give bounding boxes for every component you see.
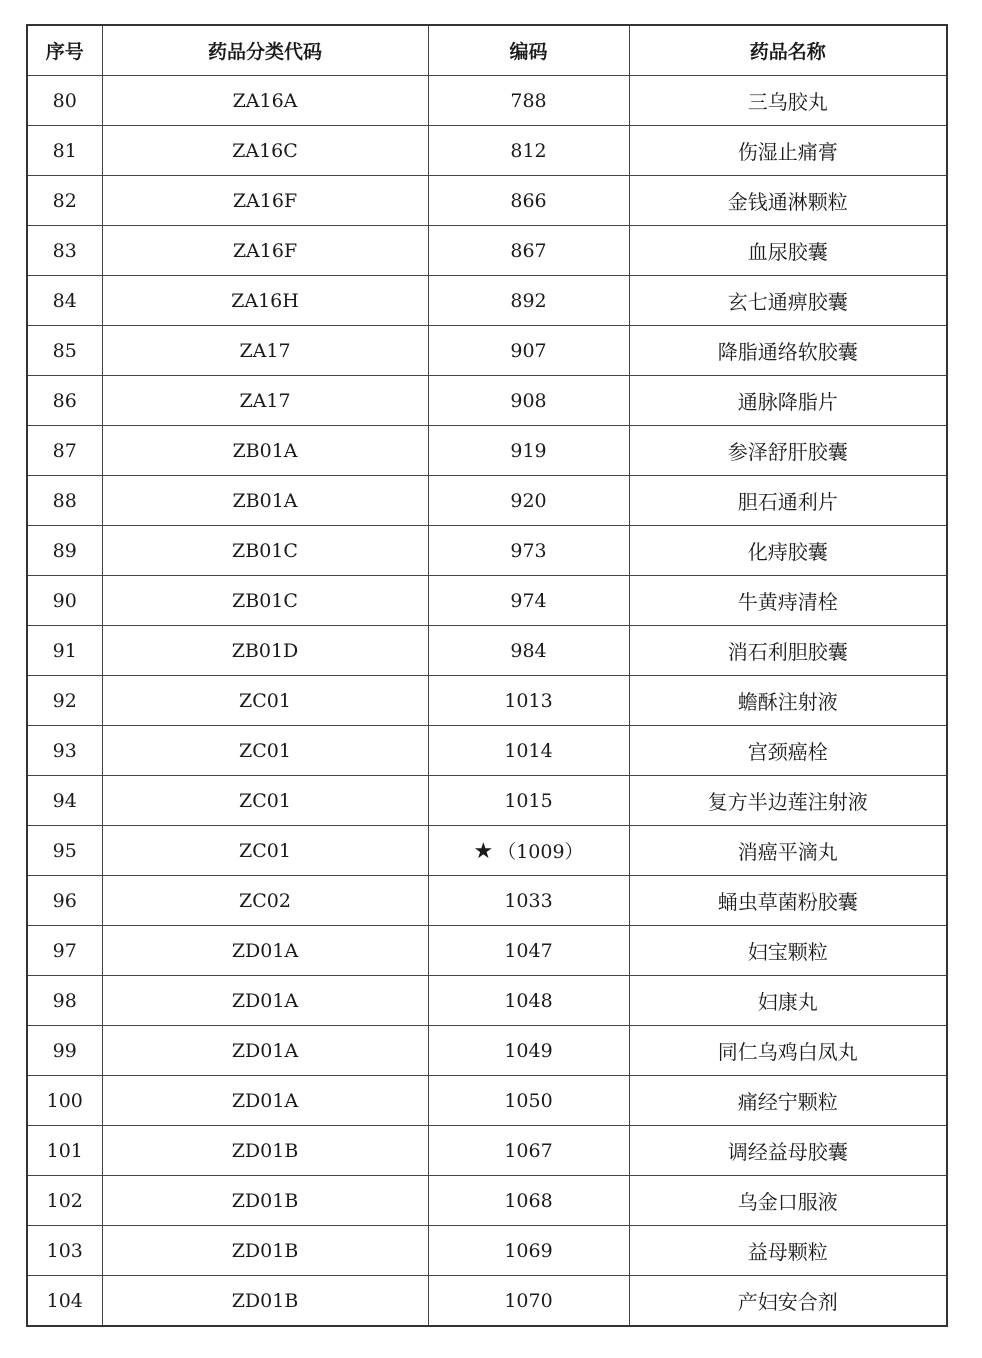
cell-seq — [27, 76, 102, 126]
table-row — [27, 876, 947, 926]
table-row — [27, 1076, 947, 1126]
cell-drug-name-text: 乌金口服液 — [737, 1190, 838, 1214]
cell-drug-name-text: 参泽舒肝胶囊 — [727, 440, 848, 464]
table-row — [27, 776, 947, 826]
cell-code — [428, 276, 629, 326]
cell-class-code-text: ZC01 — [239, 839, 291, 862]
cell-class-code-text: ZA17 — [239, 339, 291, 362]
cell-drug-name — [629, 176, 947, 226]
cell-drug-name-text: 痛经宁颗粒 — [737, 1090, 838, 1114]
cell-drug-name — [629, 526, 947, 576]
cell-class-code-text: ZD01B — [231, 1289, 299, 1312]
cell-code-text: 1070 — [504, 1289, 553, 1312]
cell-seq-text: 95 — [52, 839, 77, 862]
header-seq: 序号 — [27, 25, 102, 76]
cell-code-text: 1033 — [504, 889, 553, 912]
cell-drug-name-text: 妇康丸 — [757, 990, 818, 1014]
cell-class-code-text: ZA16F — [232, 239, 298, 262]
cell-seq-text: 100 — [46, 1089, 83, 1112]
cell-drug-name — [629, 1226, 947, 1276]
cell-code — [428, 326, 629, 376]
cell-seq — [27, 276, 102, 326]
cell-code — [428, 976, 629, 1026]
cell-seq — [27, 626, 102, 676]
cell-drug-name-text: 益母颗粒 — [747, 1240, 828, 1264]
table-row — [27, 326, 947, 376]
cell-drug-name — [629, 826, 947, 876]
cell-drug-name — [629, 276, 947, 326]
cell-class-code-text: ZD01A — [231, 989, 299, 1012]
cell-code — [428, 126, 629, 176]
cell-code-text: 1069 — [504, 1239, 553, 1262]
cell-code — [428, 1076, 629, 1126]
star-icon: ★ — [473, 839, 494, 864]
table-row — [27, 1126, 947, 1176]
cell-drug-name-text: 同仁乌鸡白凤丸 — [717, 1040, 858, 1064]
cell-seq — [27, 1276, 102, 1327]
cell-drug-name-text: 复方半边莲注射液 — [707, 790, 868, 814]
cell-drug-name-text: 胆石通利片 — [737, 490, 838, 514]
cell-drug-name-text: 妇宝颗粒 — [747, 940, 828, 964]
cell-code-text: 1013 — [504, 689, 553, 712]
cell-class-code — [102, 976, 428, 1026]
cell-code-text: 920 — [510, 489, 547, 512]
cell-class-code — [102, 576, 428, 626]
cell-code-text: 908 — [510, 389, 547, 412]
cell-drug-name — [629, 976, 947, 1026]
cell-seq-text: 97 — [52, 939, 77, 962]
cell-code-text: 866 — [510, 189, 547, 212]
header-row — [27, 25, 947, 76]
cell-seq-text: 91 — [52, 639, 77, 662]
cell-seq-text: 104 — [46, 1289, 83, 1312]
cell-drug-name-text: 玄七通痹胶囊 — [727, 290, 848, 314]
cell-class-code-text: ZC02 — [239, 889, 291, 912]
cell-drug-name-text: 降脂通络软胶囊 — [717, 340, 858, 364]
table-row — [27, 1176, 947, 1226]
cell-seq — [27, 1076, 102, 1126]
cell-drug-name-text: 宫颈癌栓 — [747, 740, 828, 764]
cell-drug-name-text: 化痔胶囊 — [747, 540, 828, 564]
cell-seq — [27, 676, 102, 726]
header-drug-name: 药品名称 — [629, 25, 947, 76]
cell-seq — [27, 1226, 102, 1276]
cell-seq — [27, 1126, 102, 1176]
cell-class-code-text: ZA16A — [232, 89, 298, 112]
cell-code — [428, 926, 629, 976]
cell-code — [428, 226, 629, 276]
table-row — [27, 1276, 947, 1327]
cell-class-code — [102, 826, 428, 876]
cell-seq — [27, 1026, 102, 1076]
cell-drug-name — [629, 476, 947, 526]
cell-seq-text: 82 — [52, 189, 77, 212]
cell-code-text: 1067 — [504, 1139, 553, 1162]
cell-code-text: 1015 — [504, 789, 553, 812]
cell-drug-name — [629, 126, 947, 176]
cell-code-text: 1050 — [504, 1089, 553, 1112]
cell-code — [428, 1126, 629, 1176]
header-class-code: 药品分类代码 — [102, 25, 428, 76]
cell-code-text: 892 — [510, 289, 547, 312]
cell-seq — [27, 826, 102, 876]
table-row — [27, 476, 947, 526]
cell-class-code-text: ZC01 — [239, 789, 291, 812]
cell-seq — [27, 976, 102, 1026]
cell-class-code-text: ZD01A — [231, 1089, 299, 1112]
cell-seq — [27, 226, 102, 276]
cell-drug-name-text: 调经益母胶囊 — [727, 1140, 848, 1164]
cell-drug-name — [629, 776, 947, 826]
cell-seq-text: 92 — [52, 689, 77, 712]
cell-drug-name — [629, 326, 947, 376]
cell-class-code — [102, 426, 428, 476]
cell-class-code — [102, 1226, 428, 1276]
cell-drug-name — [629, 76, 947, 126]
table-row — [27, 376, 947, 426]
cell-seq-text: 85 — [52, 339, 77, 362]
cell-seq — [27, 926, 102, 976]
cell-seq-text: 93 — [52, 739, 77, 762]
table-row — [27, 226, 947, 276]
table-row — [27, 1226, 947, 1276]
cell-code-text: 1049 — [504, 1039, 553, 1062]
table-row — [27, 676, 947, 726]
cell-drug-name — [629, 1276, 947, 1327]
cell-seq-text: 86 — [52, 389, 77, 412]
cell-drug-name-text: 通脉降脂片 — [737, 390, 838, 414]
cell-drug-name — [629, 376, 947, 426]
cell-drug-name — [629, 726, 947, 776]
cell-seq-text: 103 — [46, 1239, 83, 1262]
cell-code-text: 812 — [510, 139, 547, 162]
cell-drug-name-text: 蟾酥注射液 — [737, 690, 838, 714]
cell-seq — [27, 176, 102, 226]
cell-drug-name-text: 消石利胆胶囊 — [727, 640, 848, 664]
cell-code-text: 919 — [510, 439, 547, 462]
cell-code — [428, 626, 629, 676]
cell-seq-text: 84 — [52, 289, 77, 312]
cell-code — [428, 426, 629, 476]
cell-class-code — [102, 76, 428, 126]
cell-class-code — [102, 876, 428, 926]
cell-code — [428, 1176, 629, 1226]
table-row — [27, 976, 947, 1026]
cell-code — [428, 676, 629, 726]
header-code: 编码 — [428, 25, 629, 76]
cell-drug-name-text: 血尿胶囊 — [747, 240, 828, 264]
cell-class-code — [102, 1026, 428, 1076]
cell-code-text: 788 — [510, 89, 547, 112]
cell-seq-text: 101 — [46, 1139, 83, 1162]
cell-drug-name — [629, 926, 947, 976]
cell-class-code — [102, 526, 428, 576]
cell-code-text: 1048 — [504, 989, 553, 1012]
cell-class-code — [102, 1126, 428, 1176]
cell-code — [428, 726, 629, 776]
cell-seq-text: 102 — [46, 1189, 83, 1212]
cell-seq-text: 96 — [52, 889, 77, 912]
cell-seq-text: 94 — [52, 789, 77, 812]
cell-drug-name — [629, 226, 947, 276]
cell-drug-name-text: 产妇安合剂 — [737, 1290, 838, 1314]
cell-class-code — [102, 676, 428, 726]
cell-seq — [27, 376, 102, 426]
cell-class-code — [102, 476, 428, 526]
cell-class-code — [102, 1176, 428, 1226]
cell-seq — [27, 876, 102, 926]
cell-class-code-text: ZC01 — [239, 739, 291, 762]
cell-code — [428, 526, 629, 576]
cell-code — [428, 1226, 629, 1276]
cell-code-text: 984 — [510, 639, 547, 662]
cell-class-code-text: ZB01A — [232, 489, 298, 512]
cell-seq-text: 90 — [52, 589, 77, 612]
cell-class-code-text: ZA16C — [232, 139, 298, 162]
cell-drug-name — [629, 1076, 947, 1126]
cell-code — [428, 176, 629, 226]
cell-class-code-text: ZD01B — [231, 1239, 299, 1262]
table-row — [27, 126, 947, 176]
cell-seq-text: 99 — [52, 1039, 77, 1062]
cell-code-text: 1047 — [504, 939, 553, 962]
cell-class-code-text: ZD01A — [231, 939, 299, 962]
table-body — [27, 76, 947, 1327]
cell-class-code-text: ZA16H — [231, 289, 299, 312]
cell-code — [428, 1026, 629, 1076]
cell-class-code-text: ZD01B — [231, 1139, 299, 1162]
cell-class-code — [102, 726, 428, 776]
table-header — [27, 25, 947, 76]
cell-code-text: 974 — [510, 589, 547, 612]
cell-seq — [27, 726, 102, 776]
cell-class-code — [102, 376, 428, 426]
cell-drug-name-text: 消癌平滴丸 — [737, 840, 838, 864]
cell-drug-name — [629, 1176, 947, 1226]
cell-code — [428, 776, 629, 826]
cell-code — [428, 76, 629, 126]
cell-seq — [27, 326, 102, 376]
cell-seq-text: 81 — [52, 139, 77, 162]
cell-class-code-text: ZB01A — [232, 439, 298, 462]
cell-code-text: 1014 — [504, 739, 553, 762]
cell-drug-name — [629, 426, 947, 476]
cell-class-code-text: ZC01 — [239, 689, 291, 712]
cell-seq — [27, 576, 102, 626]
cell-drug-name — [629, 626, 947, 676]
table-row — [27, 826, 947, 876]
table-row — [27, 276, 947, 326]
cell-code — [428, 476, 629, 526]
cell-seq-text: 80 — [52, 89, 77, 112]
cell-seq-text: 88 — [52, 489, 77, 512]
cell-class-code — [102, 126, 428, 176]
cell-seq-text: 98 — [52, 989, 77, 1012]
cell-class-code-text: ZA17 — [239, 389, 291, 412]
cell-class-code-text: ZD01A — [231, 1039, 299, 1062]
cell-drug-name-text: 金钱通淋颗粒 — [727, 190, 848, 214]
cell-drug-name — [629, 676, 947, 726]
cell-class-code-text: ZB01D — [231, 639, 299, 662]
cell-class-code — [102, 226, 428, 276]
cell-class-code — [102, 926, 428, 976]
table-row — [27, 76, 947, 126]
cell-drug-name — [629, 576, 947, 626]
cell-seq — [27, 426, 102, 476]
cell-drug-name-text: 牛黄痔清栓 — [737, 590, 838, 614]
table-row — [27, 626, 947, 676]
cell-code — [428, 1276, 629, 1327]
cell-seq — [27, 776, 102, 826]
cell-seq — [27, 526, 102, 576]
cell-seq-text: 89 — [52, 539, 77, 562]
cell-class-code-text: ZB01C — [232, 589, 298, 612]
cell-drug-name-text: 蛹虫草菌粉胶囊 — [717, 890, 858, 914]
cell-code — [428, 826, 629, 876]
cell-code-text: 867 — [510, 239, 547, 262]
table-row — [27, 526, 947, 576]
cell-class-code — [102, 626, 428, 676]
cell-drug-name-text: 伤湿止痛膏 — [737, 140, 838, 164]
cell-class-code — [102, 776, 428, 826]
cell-code-text: 973 — [510, 539, 547, 562]
cell-code — [428, 576, 629, 626]
table-row — [27, 576, 947, 626]
table-row — [27, 426, 947, 476]
cell-seq-text: 87 — [52, 439, 77, 462]
cell-code — [428, 876, 629, 926]
cell-code-text: 1068 — [504, 1189, 553, 1212]
cell-seq — [27, 476, 102, 526]
cell-drug-name — [629, 1126, 947, 1176]
cell-seq — [27, 1176, 102, 1226]
cell-class-code — [102, 276, 428, 326]
table-row — [27, 726, 947, 776]
cell-code-text: （1009） — [497, 841, 584, 863]
cell-code-text: 907 — [510, 339, 547, 362]
cell-code — [428, 376, 629, 426]
cell-class-code-text: ZA16F — [232, 189, 298, 212]
cell-class-code — [102, 176, 428, 226]
drug-table-container — [26, 24, 946, 1327]
cell-class-code — [102, 1076, 428, 1126]
cell-drug-name — [629, 876, 947, 926]
cell-seq — [27, 126, 102, 176]
cell-class-code-text: ZD01B — [231, 1189, 299, 1212]
cell-drug-name — [629, 1026, 947, 1076]
table-row — [27, 926, 947, 976]
drug-table — [26, 24, 948, 1327]
cell-seq-text: 83 — [52, 239, 77, 262]
cell-class-code-text: ZB01C — [232, 539, 298, 562]
table-row — [27, 176, 947, 226]
table-row — [27, 1026, 947, 1076]
cell-class-code — [102, 1276, 428, 1327]
cell-class-code — [102, 326, 428, 376]
cell-drug-name-text: 三乌胶丸 — [747, 90, 828, 114]
